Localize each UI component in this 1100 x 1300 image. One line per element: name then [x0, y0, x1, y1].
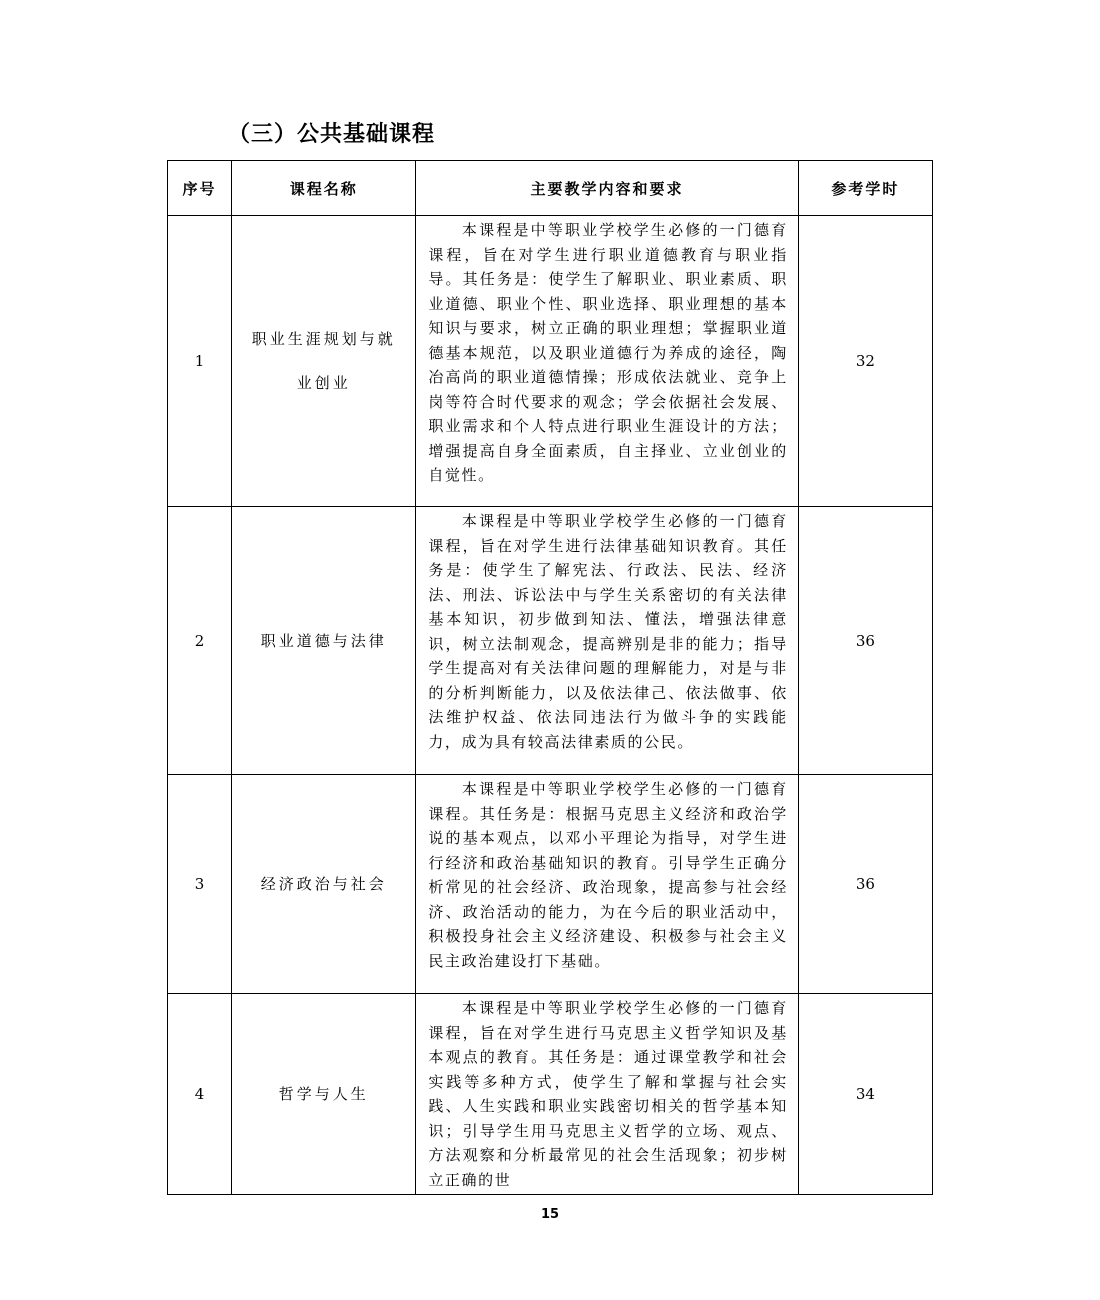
course-name: 哲学与人生: [232, 994, 416, 1195]
course-name: 职业生涯规划与就业创业: [232, 216, 416, 507]
table-row: [168, 775, 933, 994]
course-name: 职业道德与法律: [232, 507, 416, 775]
table-row: [168, 994, 933, 1195]
course-content: [416, 994, 799, 1195]
course-hours: 32: [798, 216, 932, 507]
course-hours: 36: [798, 507, 932, 775]
course-table: [167, 160, 933, 1195]
header-no: 序号: [168, 161, 232, 216]
course-name: 经济政治与社会: [232, 775, 416, 994]
table-row: [168, 216, 933, 507]
course-content: [416, 775, 799, 994]
course-content-text: 本课程是中等职业学校学生必修的一门德育课程，旨在对学生进行法律基础知识教育。其任务是：使学生了解宪法、行政法、民法、经济法、刑法、诉讼法中与学生关系密切的有关法律基本知识，初步做到知法、懂法，增强法律意识，树立法制观念，提高辨别是非的能力；指导学生提高对有关法律问题的理解能力，对是与非的分析判断能力，以及依法律己、依法做事、依法维护权益、依法同违法行为做斗争的实践能力，成为具有较高法律素质的公民。: [428, 512, 788, 751]
course-content-text: 本课程是中等职业学校学生必修的一门德育课程，旨在对学生进行马克思主义哲学知识及基本观点的教育。其任务是：通过课堂教学和社会实践等多种方式，使学生了解和掌握与社会实践、人生实践和职业实践密切相关的哲学基本知识；引导学生用马克思主义哲学的立场、观点、方法观察和分析最常见的社会生活现象；初步树立正确的世: [428, 999, 788, 1189]
header-name: 课程名称: [232, 161, 416, 216]
course-content: [416, 216, 799, 507]
course-content-text: 本课程是中等职业学校学生必修的一门德育课程。其任务是：根据马克思主义经济和政治学说的基本观点，以邓小平理论为指导，对学生进行经济和政治基础知识的教育。引导学生正确分析常见的社会经济、政治现象，提高参与社会经济、政治活动的能力，为在今后的职业活动中，积极投身社会主义经济建设、积极参与社会主义民主政治建设打下基础。: [428, 780, 788, 970]
header-hours: 参考学时: [798, 161, 932, 216]
section-title: （三）公共基础课程: [228, 122, 436, 147]
course-content: [416, 507, 799, 775]
course-hours: 34: [798, 994, 932, 1195]
course-hours: 36: [798, 775, 932, 994]
table-header-row: [168, 161, 933, 216]
row-no: 1: [168, 216, 232, 507]
header-content: 主要教学内容和要求: [416, 161, 799, 216]
row-no: 4: [168, 994, 232, 1195]
page-number: 15: [540, 1207, 560, 1222]
row-no: 2: [168, 507, 232, 775]
course-content-text: 本课程是中等职业学校学生必修的一门德育课程，旨在对学生进行职业道德教育与职业指导。其任务是：使学生了解职业、职业素质、职业道德、职业个性、职业选择、职业理想的基本知识与要求，树立正确的职业理想；掌握职业道德基本规范，以及职业道德行为养成的途径，陶冶高尚的职业道德情操；形成依法就业、竞争上岗等符合时代要求的观念；学会依据社会发展、职业需求和个人特点进行职业生涯设计的方法；增强提高自身全面素质，自主择业、立业创业的自觉性。: [428, 221, 788, 484]
table-row: [168, 507, 933, 775]
row-no: 3: [168, 775, 232, 994]
